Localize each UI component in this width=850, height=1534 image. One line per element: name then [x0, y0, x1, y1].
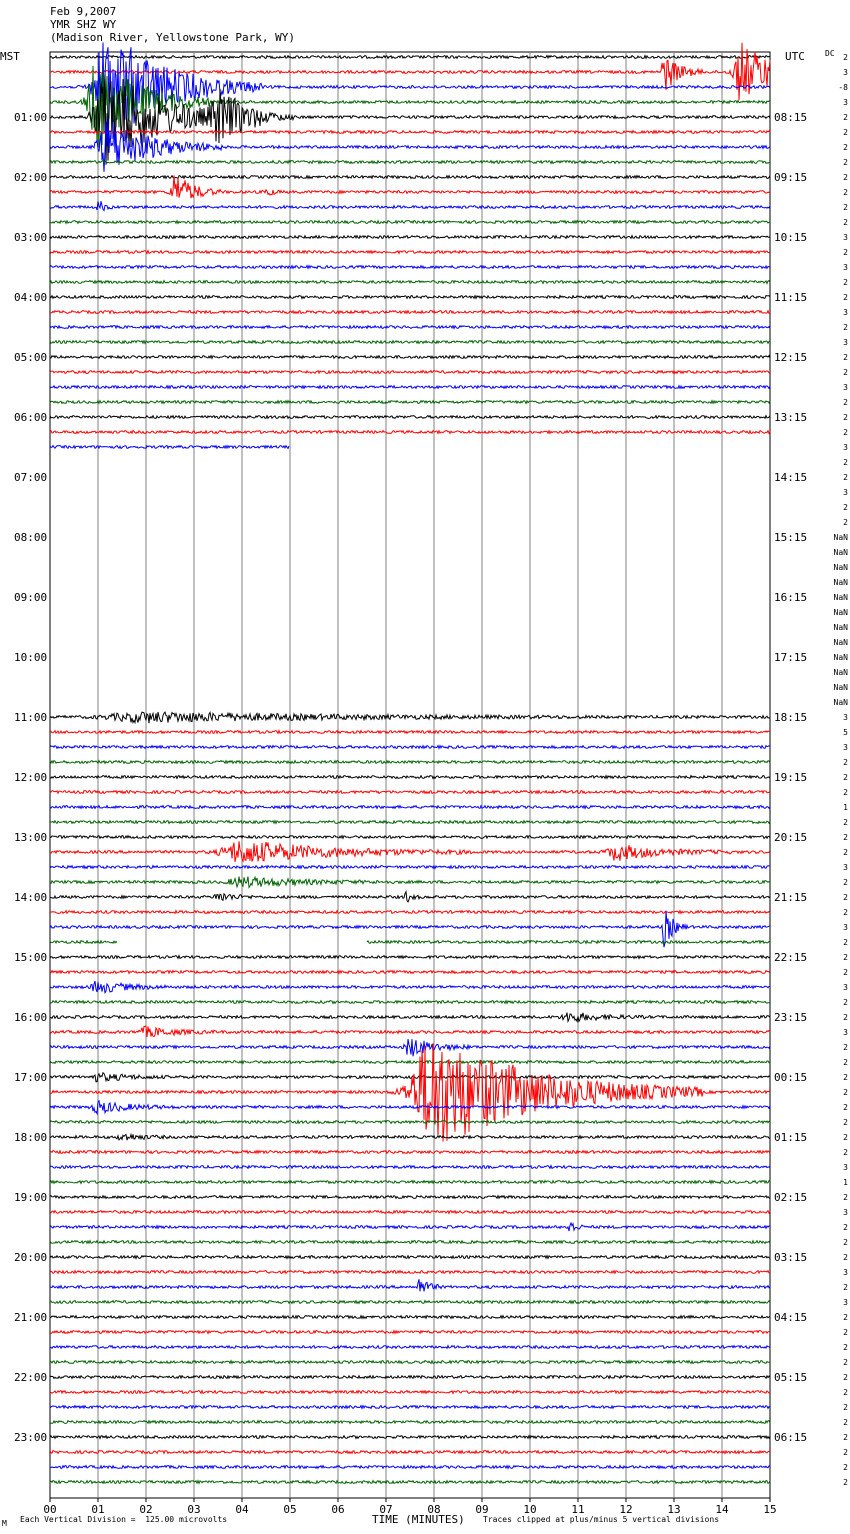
trace-value-8: 2 [843, 173, 848, 182]
left-hour-label-22: 22:00 [14, 1371, 48, 1384]
trace-value-2: -8 [838, 83, 848, 92]
trace-12 [50, 236, 770, 239]
trace-value-30: 2 [843, 503, 848, 512]
trace-15 [50, 281, 770, 284]
trace-value-58: 3 [843, 923, 848, 932]
x-tick-label-1: 01 [91, 1503, 105, 1516]
trace-value-75: 1 [843, 1178, 848, 1187]
station-location: (Madison River, Yellowstone Park, WY) [50, 31, 296, 44]
trace-value-60: 2 [843, 953, 848, 962]
trace-value-77: 3 [843, 1208, 848, 1217]
trace-95 [50, 1481, 770, 1484]
trace-90 [50, 1406, 770, 1409]
trace-value-82: 2 [843, 1283, 848, 1292]
trace-value-81: 3 [843, 1268, 848, 1277]
trace-value-85: 2 [843, 1328, 848, 1337]
trace-92 [50, 1436, 770, 1439]
trace-value-89: 2 [843, 1388, 848, 1397]
trace-57 [50, 911, 770, 914]
left-hour-label-15: 15:00 [14, 951, 48, 964]
trace-64 [50, 1013, 770, 1022]
trace-62 [50, 981, 770, 993]
scale-note: Each Vertical Division = 125.00 microvolts [20, 1515, 228, 1524]
trace-value-73: 2 [843, 1148, 848, 1157]
trace-value-15: 2 [843, 278, 848, 287]
trace-value-41: NaN [833, 668, 848, 677]
right-hour-label-19: 02:15 [774, 1191, 808, 1204]
trace-value-56: 2 [843, 893, 848, 902]
x-tick-label-10: 10 [523, 1503, 537, 1516]
x-tick-label-11: 11 [571, 1503, 585, 1516]
x-tick-label-8: 08 [427, 1503, 441, 1516]
trace-value-53: 2 [843, 848, 848, 857]
trace-17 [50, 311, 770, 314]
trace-value-20: 2 [843, 353, 848, 362]
left-hour-label-17: 17:00 [14, 1071, 48, 1084]
trace-82 [50, 1279, 770, 1291]
trace-value-18: 2 [843, 323, 848, 332]
record-date: Feb 9,2007 [50, 5, 117, 18]
trace-53 [50, 841, 770, 862]
trace-value-64: 2 [843, 1013, 848, 1022]
trace-94 [50, 1466, 770, 1469]
x-tick-label-4: 04 [235, 1503, 249, 1516]
trace-value-11: 2 [843, 218, 848, 227]
trace-value-55: 2 [843, 878, 848, 887]
x-tick-label-14: 14 [715, 1503, 729, 1516]
trace-16 [50, 296, 770, 299]
right-hour-label-3: 10:15 [774, 231, 808, 244]
left-hour-label-1: 01:00 [14, 111, 48, 124]
trace-value-49: 2 [843, 788, 848, 797]
right-hour-label-18: 01:15 [774, 1131, 808, 1144]
trace-value-25: 2 [843, 428, 848, 437]
trace-55 [50, 877, 770, 888]
trace-value-68: 2 [843, 1073, 848, 1082]
trace-80 [50, 1256, 770, 1259]
right-timezone-label: UTC [785, 50, 805, 63]
x-axis-title: TIME (MINUTES) [372, 1513, 465, 1526]
trace-47 [50, 761, 770, 764]
trace-value-59: 2 [843, 938, 848, 947]
trace-87 [50, 1361, 770, 1364]
trace-25 [50, 431, 770, 434]
trace-value-16: 2 [843, 293, 848, 302]
trace-23 [50, 401, 770, 404]
trace-value-1: 3 [843, 68, 848, 77]
trace-89 [50, 1391, 770, 1394]
right-hour-label-21: 04:15 [774, 1311, 808, 1324]
left-hour-label-4: 04:00 [14, 291, 48, 304]
trace-19 [50, 341, 770, 344]
x-tick-label-5: 05 [283, 1503, 297, 1516]
x-tick-label-7: 07 [379, 1503, 393, 1516]
trace-value-48: 2 [843, 773, 848, 782]
trace-value-37: NaN [833, 608, 848, 617]
trace-50 [50, 806, 770, 809]
trace-71 [50, 1121, 770, 1124]
trace-84 [50, 1316, 770, 1319]
trace-value-91: 2 [843, 1418, 848, 1427]
trace-63 [50, 1001, 770, 1004]
right-hour-label-15: 22:15 [774, 951, 808, 964]
right-hour-label-8: 15:15 [774, 531, 808, 544]
left-hour-label-8: 08:00 [14, 531, 48, 544]
trace-value-44: 3 [843, 713, 848, 722]
minute-gridlines [50, 52, 770, 1498]
trace-7 [50, 161, 770, 164]
clip-note: Traces clipped at plus/minus 5 vertical divisions [483, 1515, 720, 1524]
trace-value-79: 2 [843, 1238, 848, 1247]
trace-14 [50, 266, 770, 269]
station-code: YMR SHZ WY [50, 18, 117, 31]
right-hour-label-4: 11:15 [774, 291, 808, 304]
right-hour-label-11: 18:15 [774, 711, 808, 724]
left-hour-label-23: 23:00 [14, 1431, 48, 1444]
left-hour-label-21: 21:00 [14, 1311, 48, 1324]
right-hour-label-1: 08:15 [774, 111, 808, 124]
trace-value-71: 2 [843, 1118, 848, 1127]
right-hour-label-20: 03:15 [774, 1251, 808, 1264]
trace-49 [50, 791, 770, 794]
trace-76 [50, 1196, 770, 1199]
trace-value-31: 2 [843, 518, 848, 527]
x-tick-label-2: 02 [139, 1503, 153, 1516]
trace-value-34: NaN [833, 563, 848, 572]
trace-value-83: 3 [843, 1298, 848, 1307]
trace-0 [50, 56, 770, 59]
trace-value-26: 3 [843, 443, 848, 452]
trace-93 [50, 1451, 770, 1454]
x-tick-label-3: 03 [187, 1503, 201, 1516]
trace-value-32: NaN [833, 533, 848, 542]
x-tick-label-0: 00 [43, 1503, 57, 1516]
trace-value-7: 2 [843, 158, 848, 167]
trace-value-84: 2 [843, 1313, 848, 1322]
trace-value-3: 3 [843, 98, 848, 107]
right-hour-label-10: 17:15 [774, 651, 808, 664]
trace-51 [50, 821, 770, 824]
trace-value-94: 2 [843, 1463, 848, 1472]
trace-value-45: 5 [843, 728, 848, 737]
trace-value-6: 2 [843, 143, 848, 152]
trace-70 [50, 1101, 770, 1114]
trace-value-92: 2 [843, 1433, 848, 1442]
trace-value-9: 2 [843, 188, 848, 197]
left-hour-label-3: 03:00 [14, 231, 48, 244]
trace-81 [50, 1271, 770, 1274]
right-hour-label-9: 16:15 [774, 591, 808, 604]
trace-value-66: 2 [843, 1043, 848, 1052]
right-hour-label-13: 20:15 [774, 831, 808, 844]
trace-value-88: 2 [843, 1373, 848, 1382]
trace-75 [50, 1181, 770, 1184]
trace-44 [50, 712, 770, 723]
trace-54 [50, 866, 770, 869]
trace-value-33: NaN [833, 548, 848, 557]
trace-9 [50, 175, 770, 198]
trace-86 [50, 1346, 770, 1349]
trace-74 [50, 1166, 770, 1169]
trace-value-57: 2 [843, 908, 848, 917]
trace-value-10: 2 [843, 203, 848, 212]
trace-value-36: NaN [833, 593, 848, 602]
trace-22 [50, 386, 770, 389]
trace-value-70: 2 [843, 1103, 848, 1112]
trace-46 [50, 746, 770, 749]
trace-value-13: 2 [843, 248, 848, 257]
trace-value-67: 2 [843, 1058, 848, 1067]
trace-78 [50, 1223, 770, 1231]
trace-value-14: 3 [843, 263, 848, 272]
trace-77 [50, 1211, 770, 1214]
trace-value-27: 2 [843, 458, 848, 467]
trace-21 [50, 371, 770, 374]
right-hour-label-23: 06:15 [774, 1431, 808, 1444]
trace-value-87: 2 [843, 1358, 848, 1367]
trace-value-22: 3 [843, 383, 848, 392]
x-tick-label-12: 12 [619, 1503, 633, 1516]
trace-69 [50, 1043, 770, 1141]
trace-52 [50, 836, 770, 839]
dc-label: DC [825, 49, 835, 58]
x-tick-label-15: 15 [763, 1503, 777, 1516]
trace-value-93: 2 [843, 1448, 848, 1457]
trace-91 [50, 1421, 770, 1424]
trace-18 [50, 326, 770, 329]
trace-value-86: 2 [843, 1343, 848, 1352]
trace-value-39: NaN [833, 638, 848, 647]
trace-value-72: 2 [843, 1133, 848, 1142]
trace-value-95: 2 [843, 1478, 848, 1487]
left-hour-label-7: 07:00 [14, 471, 48, 484]
right-hour-label-6: 13:15 [774, 411, 808, 424]
trace-26 [50, 446, 289, 449]
trace-65 [50, 1026, 770, 1037]
trace-value-50: 1 [843, 803, 848, 812]
trace-value-43: NaN [833, 698, 848, 707]
trace-value-47: 2 [843, 758, 848, 767]
axis-labels [14, 53, 848, 1516]
trace-24 [50, 416, 770, 419]
left-hour-label-16: 16:00 [14, 1011, 48, 1024]
trace-value-76: 2 [843, 1193, 848, 1202]
trace-value-21: 2 [843, 368, 848, 377]
trace-10 [50, 201, 770, 210]
trace-value-78: 2 [843, 1223, 848, 1232]
trace-20 [50, 356, 770, 359]
trace-83 [50, 1301, 770, 1304]
trace-value-40: NaN [833, 653, 848, 662]
left-hour-label-9: 09:00 [14, 591, 48, 604]
right-hour-label-22: 05:15 [774, 1371, 808, 1384]
x-tick-label-13: 13 [667, 1503, 681, 1516]
trace-value-12: 3 [843, 233, 848, 242]
left-hour-label-10: 10:00 [14, 651, 48, 664]
left-hour-label-19: 19:00 [14, 1191, 48, 1204]
trace-value-65: 3 [843, 1028, 848, 1037]
trace-value-38: NaN [833, 623, 848, 632]
trace-72 [50, 1134, 770, 1140]
trace-value-4: 2 [843, 113, 848, 122]
left-hour-label-11: 11:00 [14, 711, 48, 724]
trace-8 [50, 176, 770, 179]
right-hour-label-7: 14:15 [774, 471, 808, 484]
right-hour-label-12: 19:15 [774, 771, 808, 784]
right-hour-label-2: 09:15 [774, 171, 808, 184]
trace-value-46: 3 [843, 743, 848, 752]
trace-48 [50, 776, 770, 779]
left-hour-label-12: 12:00 [14, 771, 48, 784]
left-hour-label-5: 05:00 [14, 351, 48, 364]
trace-59 [50, 941, 770, 944]
left-hour-label-2: 02:00 [14, 171, 48, 184]
left-hour-label-6: 06:00 [14, 411, 48, 424]
left-hour-label-14: 14:00 [14, 891, 48, 904]
trace-60 [50, 956, 770, 959]
trace-value-63: 2 [843, 998, 848, 1007]
trace-value-5: 2 [843, 128, 848, 137]
seismogram-traces [50, 43, 770, 1484]
left-hour-label-20: 20:00 [14, 1251, 48, 1264]
left-hour-label-13: 13:00 [14, 831, 48, 844]
trace-value-54: 3 [843, 863, 848, 872]
trace-value-0: 2 [843, 53, 848, 62]
trace-13 [50, 251, 770, 254]
trace-value-51: 2 [843, 818, 848, 827]
trace-value-69: 2 [843, 1088, 848, 1097]
corner-mark: M [2, 1519, 7, 1528]
trace-11 [50, 221, 770, 224]
right-hour-label-5: 12:15 [774, 351, 808, 364]
trace-value-52: 2 [843, 833, 848, 842]
trace-value-80: 2 [843, 1253, 848, 1262]
trace-value-28: 2 [843, 473, 848, 482]
trace-68 [50, 1073, 770, 1082]
right-hour-label-17: 00:15 [774, 1071, 808, 1084]
left-timezone-label: MST [0, 50, 20, 63]
trace-value-24: 2 [843, 413, 848, 422]
trace-67 [50, 1061, 770, 1064]
trace-73 [50, 1151, 770, 1154]
trace-88 [50, 1376, 770, 1379]
x-tick-label-9: 09 [475, 1503, 489, 1516]
x-tick-label-6: 06 [331, 1503, 345, 1516]
trace-61 [50, 971, 770, 974]
trace-56 [50, 892, 770, 902]
trace-79 [50, 1241, 770, 1244]
right-hour-label-16: 23:15 [774, 1011, 808, 1024]
trace-66 [50, 1039, 770, 1056]
trace-value-74: 3 [843, 1163, 848, 1172]
trace-value-90: 2 [843, 1403, 848, 1412]
trace-value-61: 2 [843, 968, 848, 977]
trace-value-62: 3 [843, 983, 848, 992]
trace-value-17: 3 [843, 308, 848, 317]
left-hour-label-18: 18:00 [14, 1131, 48, 1144]
trace-value-29: 3 [843, 488, 848, 497]
trace-5 [50, 131, 770, 134]
plot-frame [50, 52, 770, 1498]
trace-value-19: 3 [843, 338, 848, 347]
trace-value-23: 2 [843, 398, 848, 407]
trace-45 [50, 731, 770, 734]
trace-85 [50, 1331, 770, 1334]
trace-value-42: NaN [833, 683, 848, 692]
trace-value-35: NaN [833, 578, 848, 587]
right-hour-label-14: 21:15 [774, 891, 808, 904]
